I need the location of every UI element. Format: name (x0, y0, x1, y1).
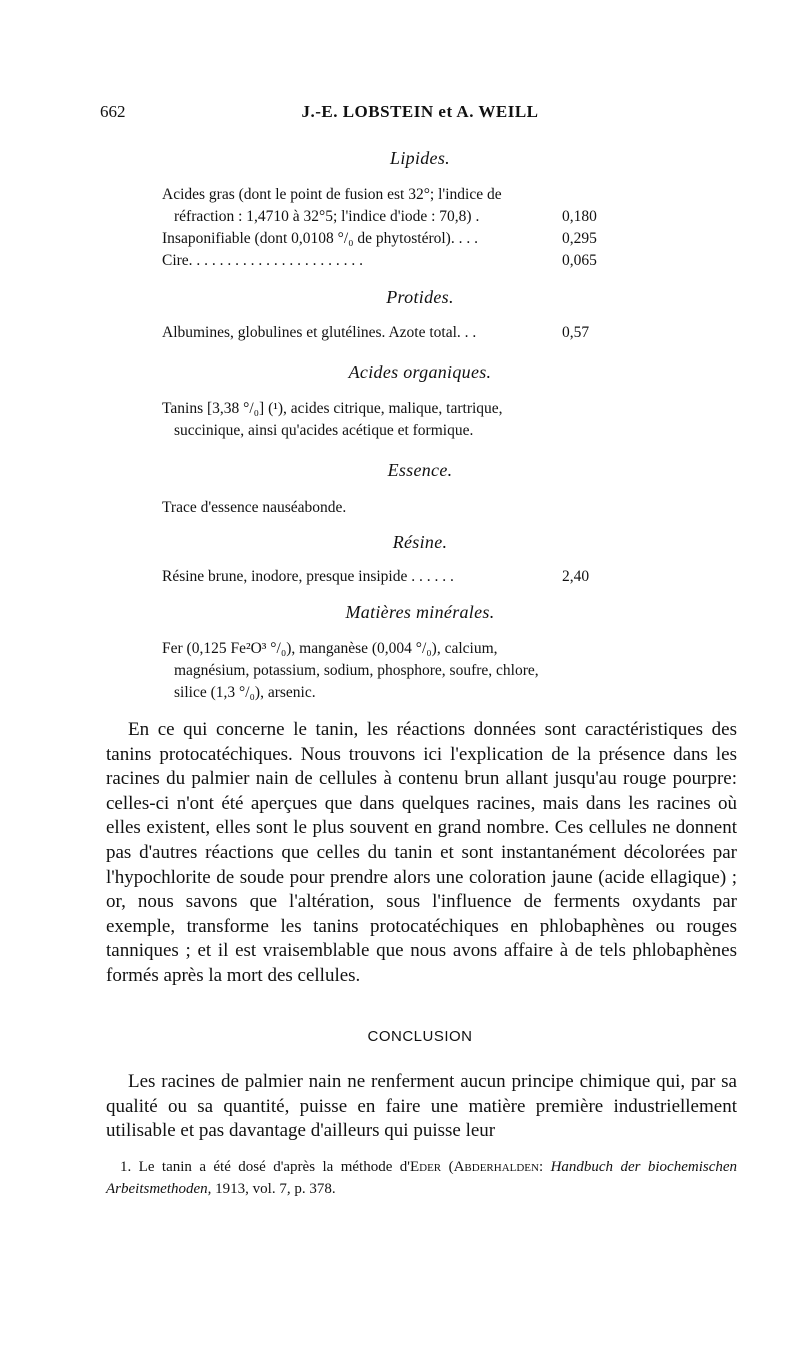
row-label: Résine brune, inodore, presque insipide . . . . . . (162, 568, 454, 585)
page-header (100, 102, 740, 128)
footnote-author-eder: Eder (409, 1159, 442, 1175)
heading-protides: Protides. (386, 287, 454, 307)
row-value: 0,57 (562, 324, 590, 341)
table-row (162, 250, 618, 272)
row-value: 0,065 (562, 252, 597, 269)
table-row (162, 566, 618, 588)
row-label: Albumines, globulines et glutélines. Azote total. . . (162, 324, 477, 341)
heading-resine: Résine. (392, 532, 448, 552)
minerales-text: Fer (0,125 Fe²O³ °/₀), manganèse (0,004 °/₀), calcium, magnésium, potassium, sodium, phosphore, soufre, chlore, silice (1,3 °/₀), arsenic. (162, 640, 539, 701)
row-value: 0,295 (562, 230, 597, 247)
footnote (106, 1156, 737, 1200)
heading-essence: Essence. (387, 460, 453, 480)
table-row (162, 228, 618, 250)
heading-minerales: Matières minérales. (345, 602, 495, 622)
footnote-number: 1. (120, 1159, 132, 1175)
heading-lipides: Lipides. (390, 148, 450, 168)
essence-text: Trace d'essence nauséabonde. (162, 499, 347, 516)
footnote-colon: : (538, 1159, 551, 1175)
body-paragraph-1: En ce qui concerne le tanin, les réactions données sont caractéristiques des tanins protocatéchiques. Nous trouvons ici l'explication de la présence dans les racines du palmier nain de cellules à contenu brun allant jusqu'au rouge pourpre: celles-ci n'ont été aperçues que dans quelques racines, mais dans les racines où elles existent, elles sont le plus souvent en grand nombre. Ces cellules ne donnent pas d'autres réactions que celles du tanin et sont instantanément décolorées par l'hypochlorite de soude pour prendre alors une coloration jaune (acide ellagique) ; or, nous savons que l'altération, sous l'influence de ferments oxydants par exemple, transforme les tanins protocatéchiques en phlobaphènes ou rouges tanniques ; et il est vraisemblable que nous avons affaire à de tels phlobaphènes formés après la mort des cellules. (106, 719, 737, 986)
row-value: 0,180 (562, 208, 597, 225)
footnote-text-mid: ( (441, 1159, 454, 1175)
footnote-author-abderhalden: Abderhalden (453, 1159, 539, 1175)
table-row (162, 322, 618, 344)
row-label: Insaponifiable (dont 0,0108 °/₀ de phytostérol). . . . (162, 230, 478, 247)
footnote-title: Handbuch der biochemischen Arbeitsmethoden (106, 1159, 738, 1197)
heading-acides: Acides organiques. (348, 362, 492, 382)
footnote-text-before: Le tanin a été dosé d'après la méthode d' (138, 1159, 410, 1175)
row-label: Cire. . . . . . . . . . . . . . . . . . . . . . . (162, 252, 364, 269)
page-number: 662 (100, 102, 126, 121)
acides-text: Tanins [3,38 °/₀] (¹), acides citrique, malique, tartrique, succinique, ainsi qu'acides acétique et formique. (162, 400, 503, 439)
row-value: 2,40 (562, 568, 590, 585)
conclusion-heading: CONCLUSION (367, 1028, 473, 1045)
row-label: Acides gras (dont le point de fusion est 32°; l'indice de réfraction : 1,4710 à 32°5; l'indice d'iode : 70,8) . (162, 186, 502, 225)
running-head: J.-E. LOBSTEIN et A. WEILL (301, 102, 539, 121)
footnote-text-after: , 1913, vol. 7, p. 378. (207, 1181, 336, 1197)
table-row (162, 184, 618, 228)
body-paragraph-2: Les racines de palmier nain ne renferment aucun principe chimique qui, par sa qualité ou sa quantité, puisse en faire une matière première industriellement utilisable et pas davantage d'ailleurs qui puisse leur (106, 1071, 737, 1142)
